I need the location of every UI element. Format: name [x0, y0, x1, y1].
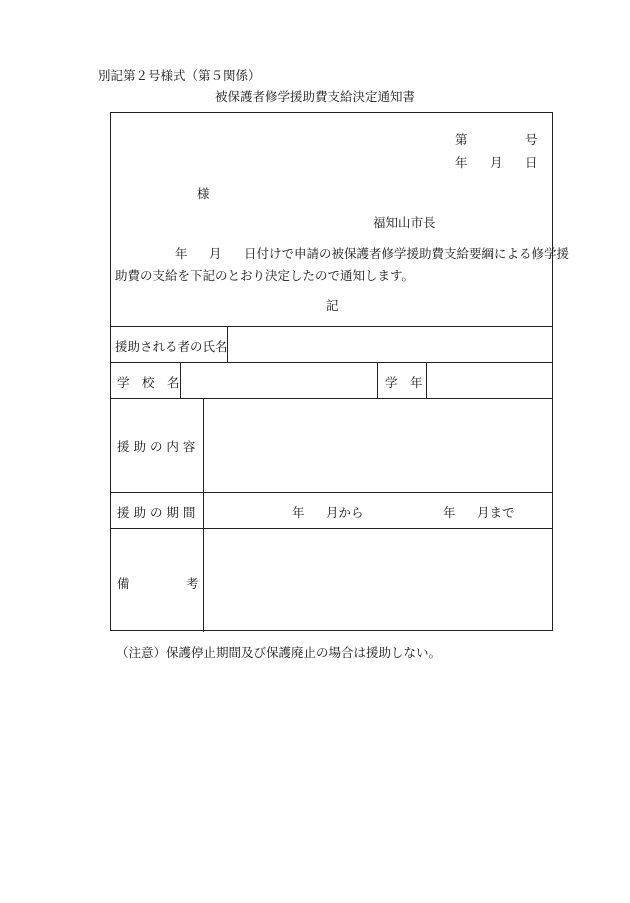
school-col-divider [180, 362, 181, 398]
table-top-rule [111, 326, 552, 327]
recipient-name-label: 援助される者の氏名 [115, 339, 228, 354]
period-from-month: 月から [326, 505, 364, 520]
grade-left-divider [377, 362, 378, 398]
form-label: 別記第２号様式（第５関係） [98, 68, 261, 83]
number-suffix: 号 [525, 132, 538, 147]
footer-note: （注意）保護停止期間及び保護廃止の場合は援助しない。 [116, 645, 442, 660]
body-text-line2: 助費の支給を下記のとおり決定したので通知します。 [115, 268, 415, 283]
grade-label: 学 年 [385, 375, 423, 390]
row-rule-2 [111, 398, 552, 399]
row-rule-4 [111, 528, 552, 529]
remarks-label-second: 考 [186, 576, 199, 591]
date-month: 月 [490, 155, 503, 170]
body-year: 年 [175, 246, 188, 261]
addressee-suffix: 様 [197, 186, 210, 201]
number-prefix: 第 [455, 132, 468, 147]
period-from-year: 年 [292, 505, 305, 520]
period-label: 援 助 の 期 間 [117, 505, 196, 520]
remarks-label-first: 備 [117, 576, 130, 591]
document-title: 被保護者修学援助費支給決定通知書 [214, 89, 415, 104]
ki-heading: 記 [326, 298, 339, 313]
content-label: 援 助 の 内 容 [117, 439, 196, 454]
date-day: 日 [525, 155, 538, 170]
period-to-year: 年 [443, 505, 456, 520]
row-rule-3 [111, 492, 552, 493]
notice-form-frame [110, 112, 570, 631]
period-to-month: 月まで [477, 505, 515, 520]
issuer-name: 福知山市長 [373, 215, 436, 230]
label-col-divider [203, 398, 204, 632]
row-rule-1 [111, 362, 552, 363]
grade-right-divider [426, 362, 427, 398]
date-year: 年 [455, 155, 468, 170]
body-month: 月 [209, 246, 222, 261]
school-label: 学 校 名 [117, 375, 180, 390]
body-text-line1: 日付けで申請の被保護者修学援助費支給要綱による修学援 [244, 246, 570, 261]
